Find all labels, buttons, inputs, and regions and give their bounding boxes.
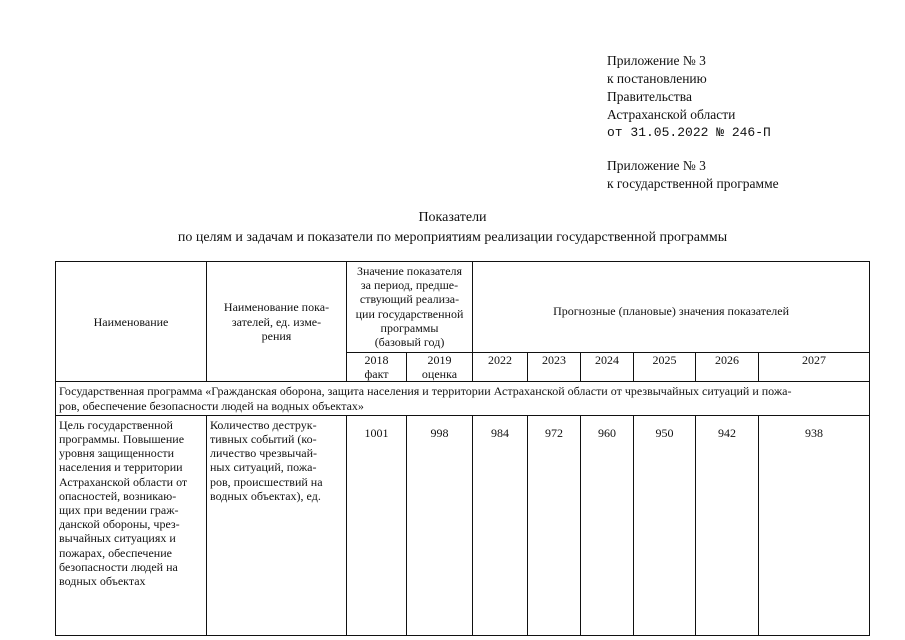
document-subtitle: по целям и задачам и показатели по мероприятиям реализации государственной программы [177,230,728,245]
annex-number: Приложение № 3 [607,53,706,68]
header-year-2025: 2025 [634,353,696,382]
value-2026: 942 [696,415,759,635]
header-year-2019: 2019 оценка [407,353,473,382]
header-year-2018: 2018 факт [347,353,407,382]
header-year-2023: 2023 [528,353,581,382]
annex-to-program: к государственной программе [607,176,779,191]
annex-government: Правительства [607,89,692,104]
annex-date-number: от 31.05.2022 № 246-П [607,125,771,140]
annex-block-resolution [607,52,771,142]
annex-block-program [607,157,779,193]
header-indicator: Наименование пока- зателей, ед. изме- рения [207,262,347,382]
table-header-row [56,262,870,353]
value-2023: 972 [528,415,581,635]
value-2018: 1001 [347,415,407,635]
value-2019: 998 [407,415,473,635]
header-forecast: Прогнозные (плановые) значения показателей [473,262,870,353]
annex-number-program: Приложение № 3 [607,158,706,173]
header-year-2022: 2022 [473,353,528,382]
value-2022: 984 [473,415,528,635]
header-year-2027: 2027 [759,353,870,382]
row-indicator-name: Количество деструк- тивных событий (ко- личество чрезвычай- ных ситуаций, пожа- ров, происшествий на водных объектах), ед. [207,415,347,635]
header-base-value: Значение показателя за период, предше- ствующий реализа- ции государственной программы (базовый год) [347,262,473,353]
header-year-2024: 2024 [581,353,634,382]
table-row [56,415,870,635]
header-year-2026: 2026 [696,353,759,382]
program-title: Государственная программа «Гражданская оборона, защита населения и территории Астраханской области от чрезвычайных ситуаций и пожа- ров, обеспечение безопасности людей на водных объектах» [56,382,870,415]
document-title: Показатели [418,210,487,225]
indicators-table [55,261,870,636]
annex-to-resolution: к постановлению [607,71,707,86]
value-2024: 960 [581,415,634,635]
value-2025: 950 [634,415,696,635]
header-name: Наименование [56,262,207,382]
row-goal-name: Цель государственной программы. Повышение уровня защищенности населения и территории Астраханской области от опасностей, возникаю- щих при ведении граж- данской обороны, чрез- вычайных ситуациях и пожарах, обеспечение безопасности людей на водных объектах [56,415,207,635]
annex-region: Астраханской области [607,107,736,122]
program-row [56,382,870,415]
value-2027: 938 [759,415,870,635]
